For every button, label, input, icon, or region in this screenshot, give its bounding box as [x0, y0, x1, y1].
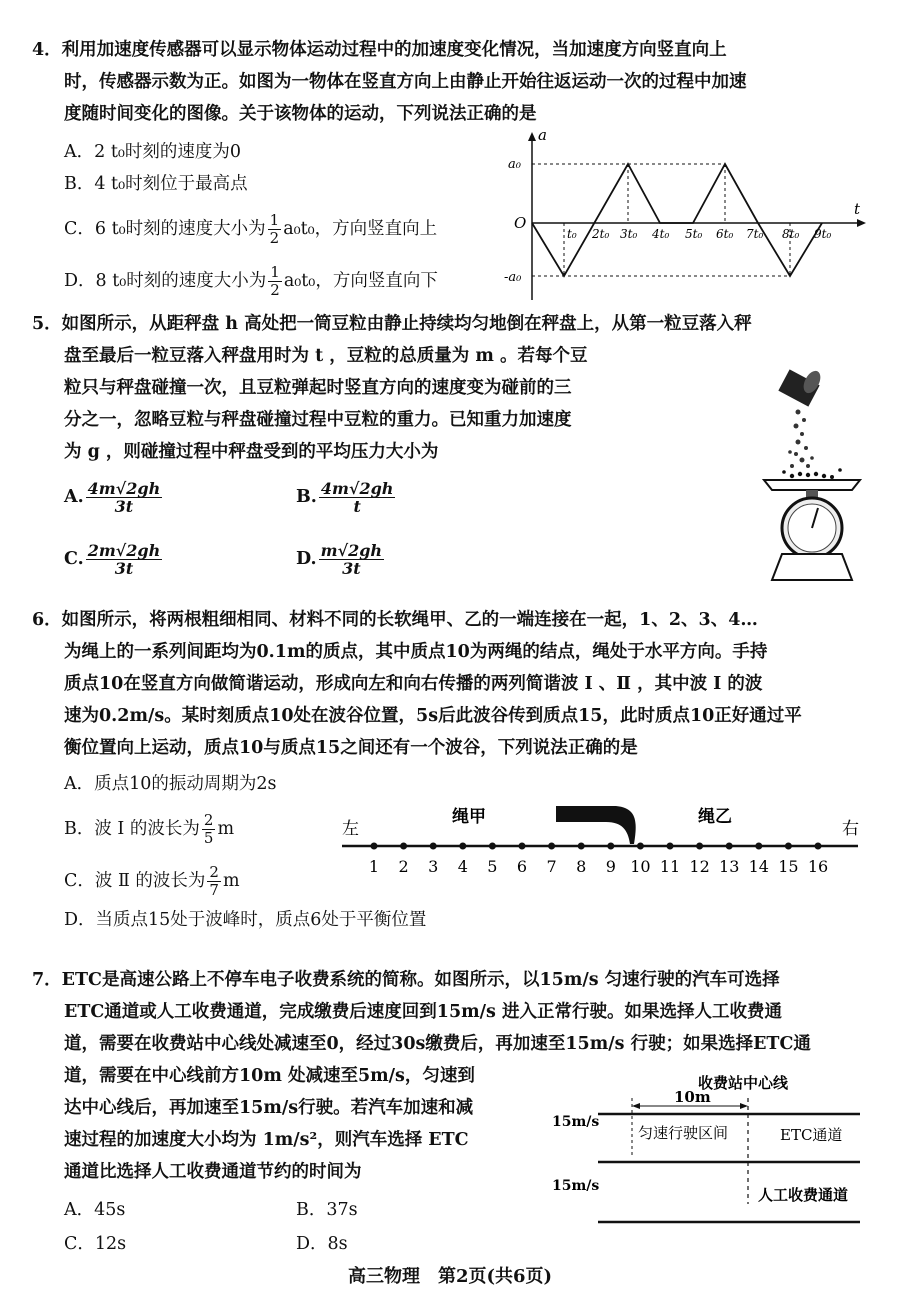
q6-option-b-pre: B．波 Ⅰ 的波长为 [64, 819, 200, 839]
rope-point-16 [815, 843, 822, 850]
q5-option-d-num: m√2gh [320, 541, 383, 560]
q5-option-a [64, 480, 164, 515]
rope-point-label-11: 11 [659, 857, 681, 876]
q4-option-b: B．4 t₀时刻位于最高点 [64, 174, 248, 194]
q4-line-2: 时，传感器示数为正。如图为一物体在竖直方向上由静止开始往返运动一次的过程中加速 [64, 72, 747, 92]
rope-point-label-3: 3 [428, 857, 439, 876]
q5-option-b-fraction [319, 480, 396, 515]
q4-option-d-den: 2 [270, 281, 280, 299]
q6-rope-points [369, 843, 828, 877]
hand-icon [556, 806, 636, 844]
q6-option-a: A．质点10的振动周期为2s [64, 774, 277, 794]
rope-point-label-9: 9 [605, 857, 616, 876]
bean-pile-icon [782, 468, 842, 479]
q4-axis-x-label: t [854, 200, 861, 218]
q4-tick-6t0: 6t₀ [716, 227, 734, 241]
q4-acceleration-graph [500, 128, 870, 308]
q5-option-d [296, 542, 386, 577]
q7-speed1-label: 15m/s [552, 1114, 600, 1130]
q5-option-c-fraction [86, 542, 163, 577]
q5-line-4: 分之一，忽略豆粒与秤盘碰撞过程中豆粒的重力。已知重力加速度 [64, 410, 572, 430]
rope-point-5 [489, 843, 496, 850]
q7-speed2-label: 15m/s [552, 1178, 600, 1194]
q4-y-axis-arrow-icon [528, 132, 536, 141]
q5-line-5: 为 g ，则碰撞过程中秤盘受到的平均压力大小为 [64, 442, 439, 462]
rope-point-6 [519, 843, 526, 850]
rope-point-10 [637, 843, 644, 850]
rope-point-8 [578, 843, 585, 850]
q5-option-d-label: D. [296, 549, 317, 569]
q4-tick-4t0: 4t₀ [652, 227, 670, 241]
q7-manual-lane-label: 人工收费通道 [758, 1186, 849, 1204]
q7-arrow-right-icon [740, 1103, 748, 1109]
q7-line-7: 通道比选择人工收费通道节约的时间为 [64, 1162, 362, 1182]
q4-option-d-pre: D．8 t₀时刻的速度大小为 [64, 271, 267, 291]
q4-tick-9t0: 9t₀ [814, 227, 832, 241]
q7-distance-label: 10m [674, 1088, 711, 1106]
q4-a0-label: a₀ [508, 157, 521, 172]
q6-option-d: D．当质点15处于波峰时，质点6处于平衡位置 [64, 910, 427, 930]
q4-option-c-post: a₀t₀，方向竖直向上 [283, 219, 438, 239]
bean-can-icon [778, 368, 823, 406]
q4-option-d-post: a₀t₀，方向竖直向下 [283, 271, 438, 291]
q7-option-c: C．12s [64, 1234, 127, 1254]
rope-point-label-4: 4 [457, 857, 468, 876]
q4-tick-t0: t₀ [567, 227, 577, 241]
q4-option-c [64, 212, 437, 247]
q7-line-2: ETC通道或人工收费通道，完成缴费后速度回到15m/s 进入正常行驶。如果选择人工收费通 [64, 1002, 782, 1022]
q7-option-b: B．37s [296, 1200, 358, 1220]
rope-point-7 [548, 843, 555, 850]
q4-option-d-num: 1 [270, 263, 280, 281]
q7-line-1: 7．ETC是高速公路上不停车电子收费系统的简称。如图所示，以15m/s 匀速行驶的汽车可选择 [32, 970, 780, 990]
q4-option-c-den: 2 [269, 229, 280, 247]
q4-option-c-fraction [268, 212, 282, 247]
q5-option-b [296, 480, 397, 515]
q7-line-4: 道，需要在中心线前方10m 处减速至5m/s，匀速到 [64, 1066, 475, 1086]
q6-option-b-unit: m [217, 819, 235, 839]
q4-line-3: 度随时间变化的图像。关于该物体的运动，下列说法正确的是 [64, 104, 537, 124]
falling-beans-icon [788, 410, 814, 469]
q7-etc-lane-label: ETC通道 [780, 1126, 843, 1144]
rope-point-15 [785, 843, 792, 850]
q4-tick-2t0: 2t₀ [592, 227, 610, 241]
rope-point-label-13: 13 [719, 857, 740, 876]
q6-option-c-num: 2 [209, 863, 219, 881]
scale-pan-icon [764, 480, 860, 490]
q5-option-b-den: t [353, 497, 361, 516]
rope-point-label-2: 2 [398, 857, 409, 876]
rope-point-label-6: 6 [516, 857, 528, 876]
q5-option-c-den: 3t [114, 559, 134, 578]
q5-option-c [64, 542, 164, 577]
q6-rope-b-label: 绳乙 [698, 807, 732, 827]
q6-option-b-den: 5 [203, 829, 214, 847]
q7-option-d: D．8s [296, 1234, 348, 1254]
rope-point-label-15: 15 [778, 857, 799, 876]
q6-option-c-fraction [207, 864, 221, 899]
q5-line-1: 5．如图所示，从距秤盘 h 高处把一筒豆粒由静止持续均匀地倒在秤盘上，从第一粒豆落入秤 [32, 314, 752, 334]
rope-point-label-8: 8 [576, 857, 587, 876]
rope-point-label-5: 5 [487, 857, 498, 876]
rope-point-label-7: 7 [546, 857, 557, 876]
q5-option-a-den: 3t [114, 497, 134, 516]
q4-acceleration-curve [532, 164, 822, 276]
rope-point-2 [400, 843, 407, 850]
page-footer: 高三物理 第2页(共6页) [347, 1266, 553, 1287]
q6-option-b-fraction [202, 812, 216, 847]
q6-right-label: 右 [842, 819, 859, 839]
q5-option-c-label: C. [64, 549, 84, 569]
q5-option-a-num: 4m√2gh [87, 479, 161, 498]
q6-line-4: 速为0.2m/s。某时刻质点10处在波谷位置，5s后此波谷传到质点15，此时质点10正好通过平 [64, 706, 802, 726]
q5-option-a-label: A. [64, 487, 84, 507]
rope-point-label-16: 16 [807, 857, 829, 876]
q7-center-line-label: 收费站中心线 [698, 1074, 789, 1092]
q6-option-c-unit: m [222, 871, 240, 891]
q4-tick-3t0: 3t₀ [620, 227, 638, 241]
q5-option-a-fraction [86, 480, 163, 515]
q5-line-2: 盘至最后一粒豆落入秤盘用时为 t ，豆粒的总质量为 m 。若每个豆 [64, 346, 588, 366]
q7-line-6: 速过程的加速度大小均为 1m/s²，则汽车选择 ETC [64, 1130, 469, 1150]
q6-line-3: 质点10在竖直方向做简谐运动，形成向左和向右传播的两列简谐波 Ⅰ 、Ⅱ ，其中波 Ⅰ 的波 [64, 674, 763, 694]
q4-line-1: 4．利用加速度传感器可以显示物体运动过程中的加速度变化情况，当加速度方向竖直向上 [32, 40, 727, 60]
rope-point-13 [726, 843, 733, 850]
rope-point-3 [430, 843, 437, 850]
q7-toll-figure [548, 1074, 866, 1232]
q4-option-a: A．2 t₀时刻的速度为0 [64, 142, 242, 162]
rope-point-12 [696, 843, 703, 850]
q4-origin-label: O [514, 214, 527, 232]
q5-option-d-fraction [319, 542, 384, 577]
scale-base-icon [772, 554, 852, 580]
rope-point-label-1: 1 [368, 857, 380, 876]
q6-option-c-pre: C．波 Ⅱ 的波长为 [64, 871, 206, 891]
q7-arrow-left-icon [632, 1103, 640, 1109]
q6-option-c-den: 7 [209, 881, 219, 899]
rope-point-14 [755, 843, 762, 850]
q6-left-label: 左 [342, 819, 359, 839]
rope-point-4 [459, 843, 466, 850]
rope-point-1 [371, 843, 378, 850]
q6-option-b [64, 812, 234, 847]
rope-point-11 [667, 843, 674, 850]
q6-rope-a-label: 绳甲 [452, 807, 486, 827]
q5-scale-illustration [752, 362, 872, 594]
q6-line-5: 衡位置向上运动，质点10与质点15之间还有一个波谷，下列说法正确的是 [64, 738, 638, 758]
q4-tick-8t0: 8t₀ [782, 227, 800, 241]
q5-option-b-num: 4m√2gh [320, 479, 394, 498]
q6-line-2: 为绳上的一系列间距均为0.1m的质点，其中质点10为两绳的结点，绳处于水平方向。手持 [64, 642, 768, 662]
q7-line-5: 达中心线后，再加速至15m/s行驶。若汽车加速和减 [64, 1098, 474, 1118]
q4-x-axis-arrow-icon [857, 219, 866, 227]
q7-option-a: A．45s [64, 1200, 126, 1220]
q4-option-c-num: 1 [269, 211, 280, 229]
rope-point-label-10: 10 [630, 857, 651, 876]
q5-option-d-den: 3t [342, 559, 361, 578]
q5-option-b-label: B. [296, 487, 317, 507]
q7-line-3: 道，需要在收费站中心线处减速至0，经过30s缴费后，再加速至15m/s 行驶；如果选择ETC通 [64, 1034, 811, 1054]
q4-option-c-pre: C．6 t₀时刻的速度大小为 [64, 219, 266, 239]
q6-option-c [64, 864, 240, 899]
q7-uniform-zone-label: 匀速行驶区间 [638, 1124, 729, 1142]
rope-point-label-12: 12 [689, 857, 710, 876]
q6-line-1: 6．如图所示，将两根粗细相同、材料不同的长软绳甲、乙的一端连接在一起，1、2、3、4… [32, 610, 758, 630]
q4-option-d [64, 264, 438, 299]
q6-option-b-num: 2 [203, 811, 214, 829]
q5-line-3: 粒只与秤盘碰撞一次，且豆粒弹起时竖直方向的速度变为碰前的三 [64, 378, 572, 398]
q6-rope-figure [336, 800, 866, 880]
q5-option-c-num: 2m√2gh [87, 541, 161, 560]
q4-tick-7t0: 7t₀ [746, 227, 764, 241]
q4-axis-y-label: a [538, 128, 547, 144]
q4-option-d-fraction [268, 264, 282, 299]
q4-tick-5t0: 5t₀ [685, 227, 703, 241]
q4-neg-a0-label: -a₀ [504, 270, 522, 285]
rope-point-9 [607, 843, 614, 850]
rope-point-label-14: 14 [748, 857, 769, 876]
